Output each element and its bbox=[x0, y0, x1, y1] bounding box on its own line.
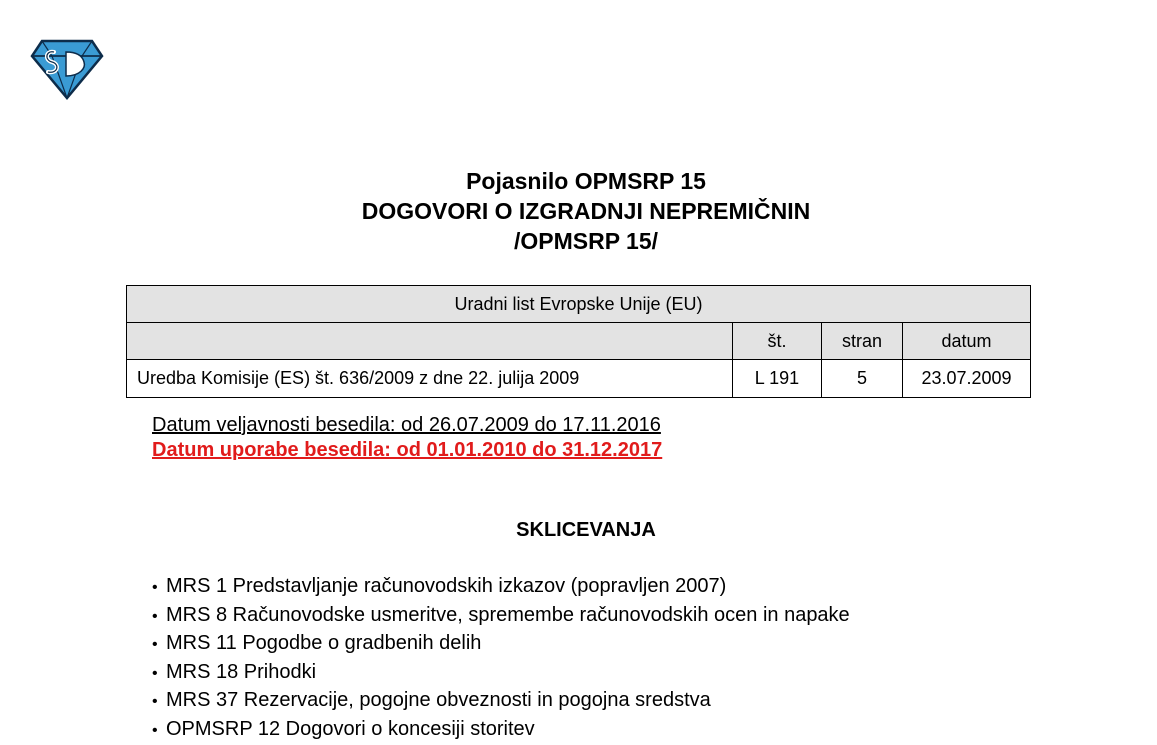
list-item bbox=[152, 629, 850, 658]
list-item bbox=[152, 658, 850, 687]
title-line-3: /OPMSRP 15/ bbox=[0, 226, 1157, 256]
official-journal-table bbox=[126, 285, 1031, 398]
title-line-1: Pojasnilo OPMSRP 15 bbox=[0, 166, 1157, 196]
list-item bbox=[152, 572, 850, 601]
column-header-number: št. bbox=[733, 323, 822, 360]
list-item bbox=[152, 601, 850, 630]
bullet-icon: • bbox=[152, 660, 166, 689]
bullet-icon: • bbox=[152, 603, 166, 632]
list-item bbox=[152, 686, 850, 715]
cell-number: L 191 bbox=[733, 360, 822, 398]
bullet-icon: • bbox=[152, 688, 166, 717]
bullet-icon: • bbox=[152, 631, 166, 660]
validity-block bbox=[152, 413, 662, 463]
table-empty-header-cell bbox=[127, 323, 733, 360]
column-header-date: datum bbox=[903, 323, 1031, 360]
list-item-text: MRS 11 Pogodbe o gradbenih delih bbox=[166, 632, 481, 654]
list-item-text: MRS 8 Računovodske usmeritve, spremembe računovodskih ocen in napake bbox=[166, 604, 850, 626]
references-heading: SKLICEVANJA bbox=[0, 519, 1157, 542]
logo bbox=[30, 38, 104, 100]
usage-date-text: Datum uporabe besedila: od 01.01.2010 do 31.12.2017 bbox=[152, 438, 662, 463]
references-list bbox=[152, 572, 850, 743]
validity-date-text: Datum veljavnosti besedila: od 26.07.2009 do 17.11.2016 bbox=[152, 413, 662, 438]
column-header-page: stran bbox=[822, 323, 903, 360]
bullet-icon: • bbox=[152, 717, 166, 745]
cell-date: 23.07.2009 bbox=[903, 360, 1031, 398]
table-header: Uradni list Evropske Unije (EU) bbox=[127, 286, 1031, 323]
list-item-text: OPMSRP 12 Dogovori o koncesiji storitev bbox=[166, 718, 535, 740]
list-item bbox=[152, 715, 850, 744]
shield-logo-icon bbox=[30, 38, 104, 100]
table-row bbox=[127, 360, 1031, 398]
title-line-2: DOGOVORI O IZGRADNJI NEPREMIČNIN bbox=[0, 196, 1157, 226]
document-title bbox=[0, 166, 1157, 256]
bullet-icon: • bbox=[152, 574, 166, 603]
cell-page: 5 bbox=[822, 360, 903, 398]
list-item-text: MRS 18 Prihodki bbox=[166, 661, 316, 683]
cell-regulation: Uredba Komisije (ES) št. 636/2009 z dne 22. julija 2009 bbox=[127, 360, 733, 398]
list-item-text: MRS 37 Rezervacije, pogojne obveznosti in pogojna sredstva bbox=[166, 689, 711, 711]
list-item-text: MRS 1 Predstavljanje računovodskih izkazov (popravljen 2007) bbox=[166, 575, 726, 597]
